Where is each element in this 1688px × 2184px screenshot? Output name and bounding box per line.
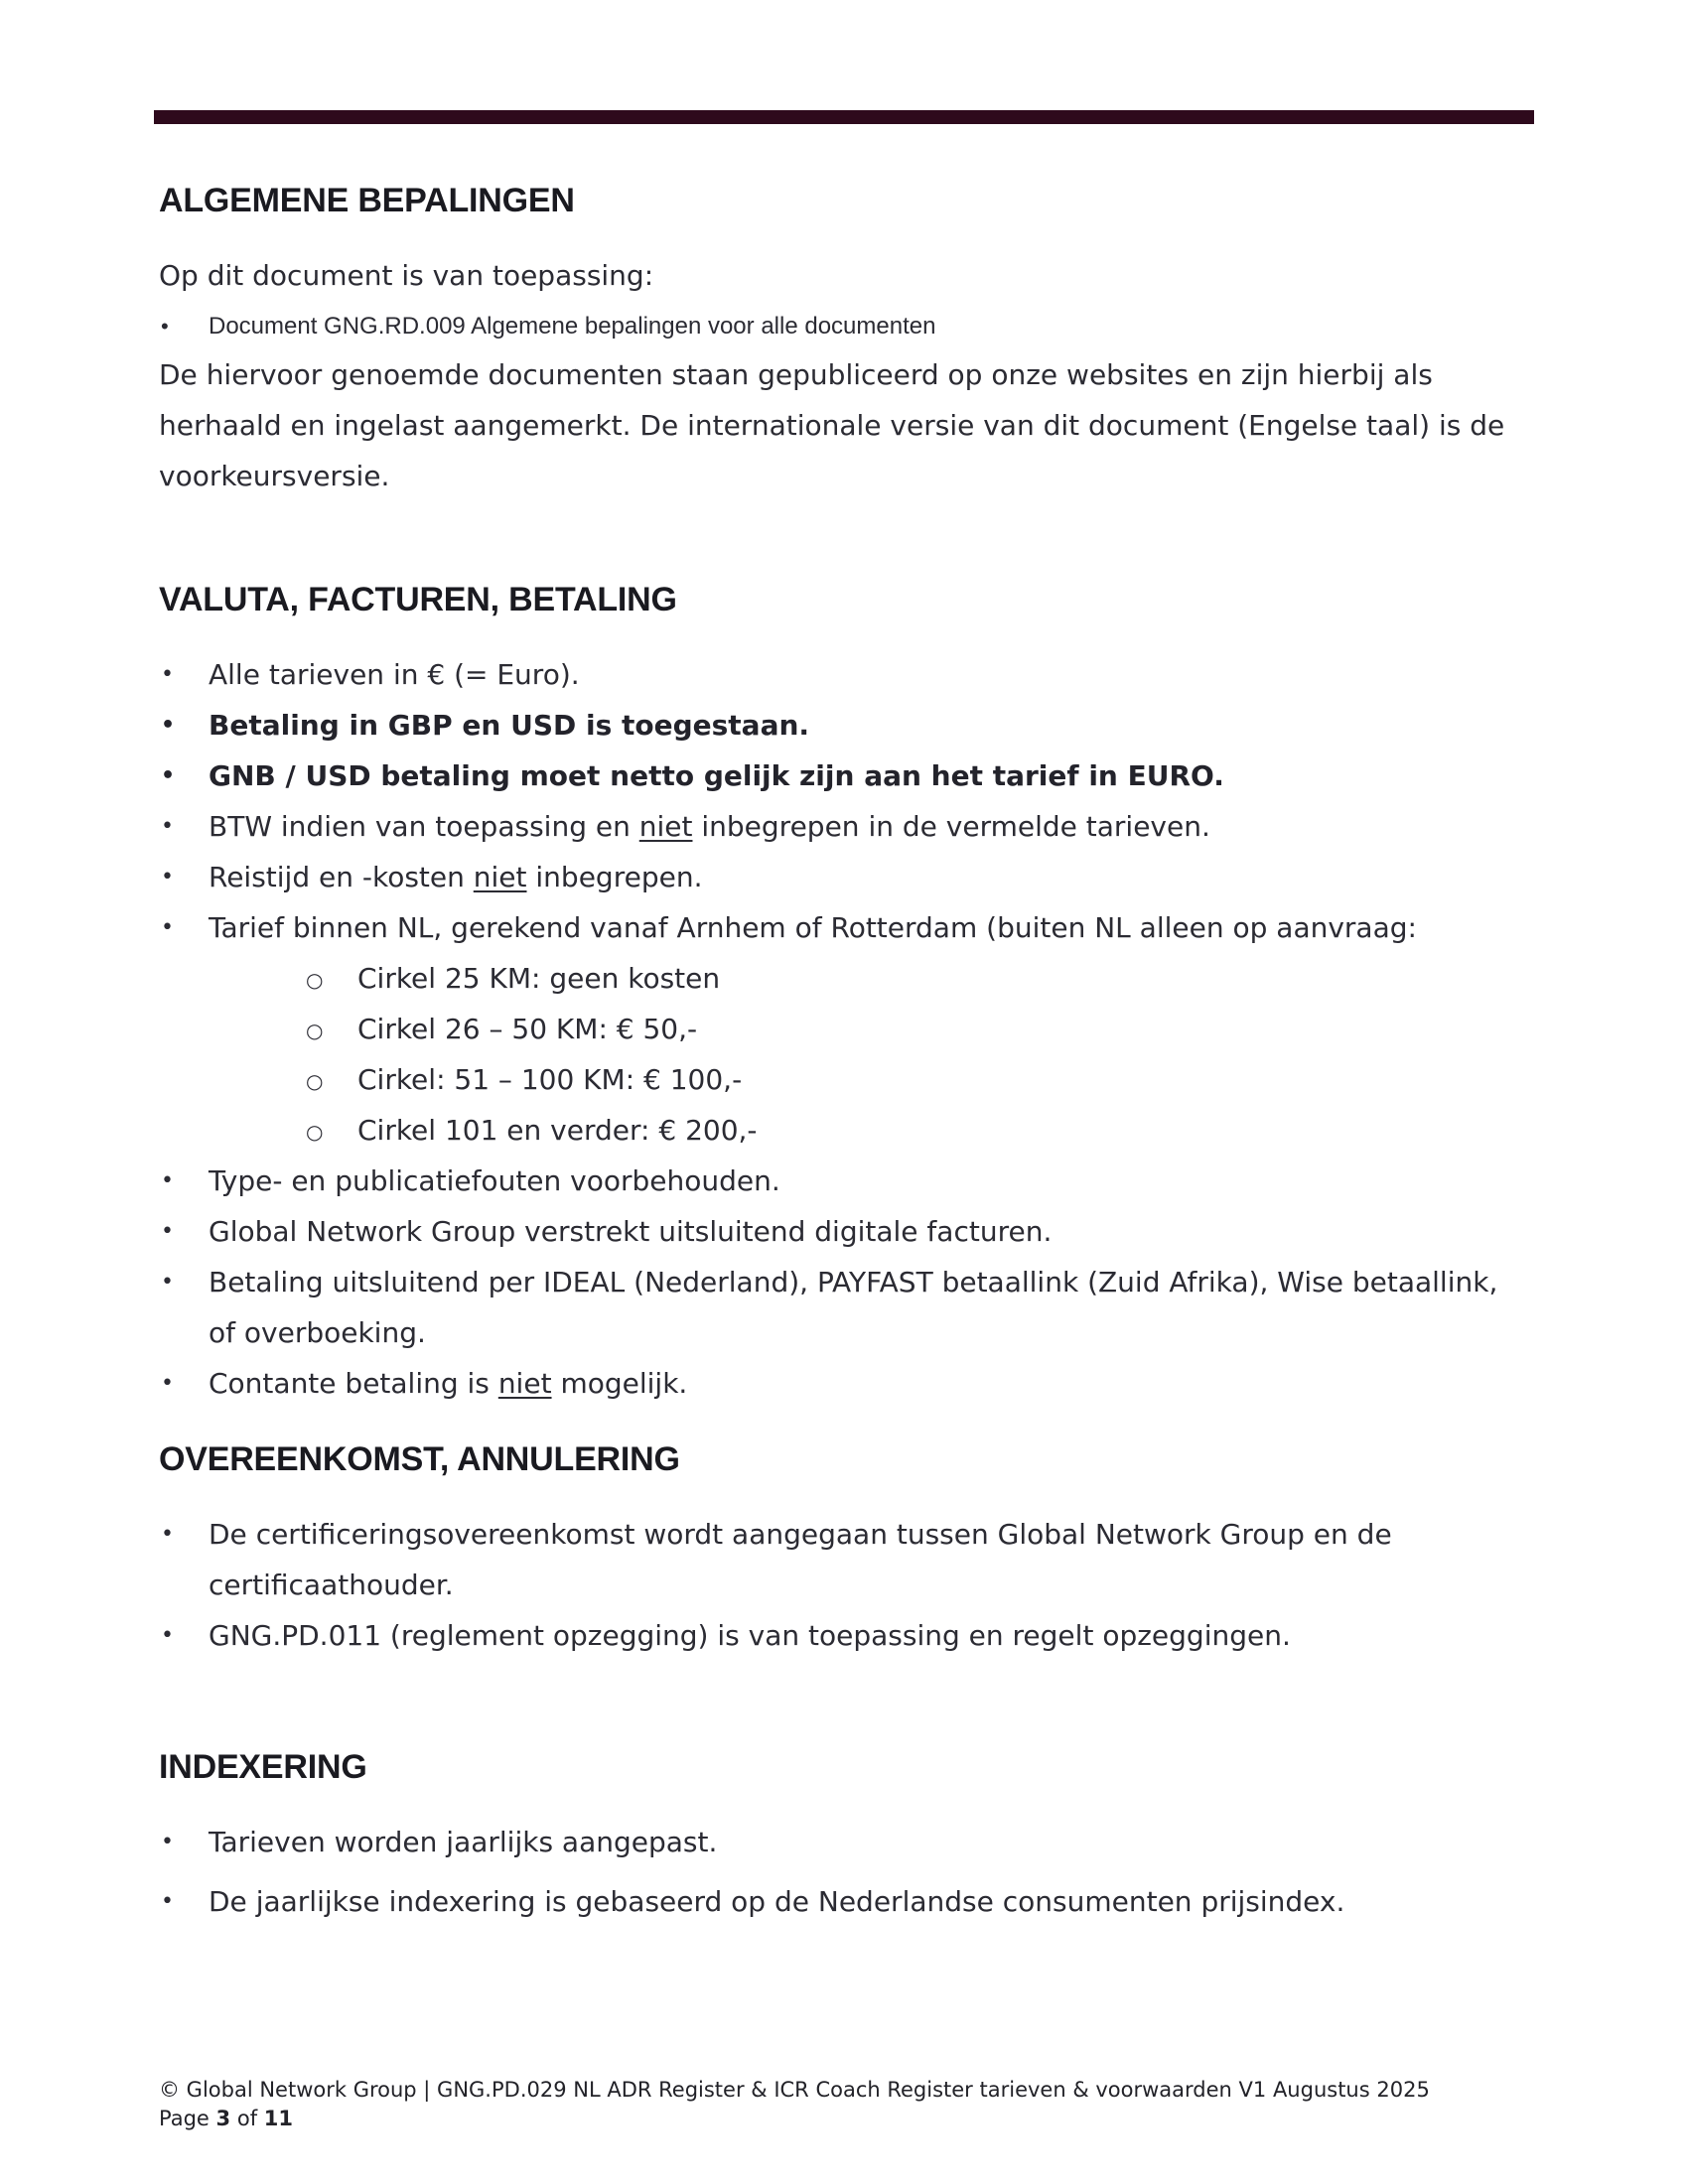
list-item-text: inbegrepen in de vermelde tarieven. [692, 810, 1210, 843]
indexering-list [159, 1817, 1539, 1927]
page-current: 3 [215, 2107, 231, 2130]
bullet-icon: • [161, 763, 176, 788]
list-item-text: Betaling uitsluitend per IDEAL (Nederland), PAYFAST betaallink (Zuid Afrika), Wise betaallink, [209, 1266, 1498, 1298]
list-item [159, 700, 1539, 751]
sub-list-item [159, 1004, 1539, 1054]
circle-bullet-icon: ○ [306, 1019, 324, 1042]
list-item [159, 801, 1539, 852]
sub-list-item-text: Cirkel: 51 – 100 KM: € 100,- [357, 1063, 743, 1096]
bullet-icon: • [161, 1219, 174, 1244]
underlined-text: niet [497, 1367, 552, 1400]
list-item-text: GNB / USD betaling moet netto gelijk zijn aan het tarief in EURO. [209, 759, 1224, 792]
list-item-text: of overboeking. [209, 1316, 426, 1349]
list-item [159, 1817, 1539, 1867]
valuta-list-continued [159, 1156, 1539, 1409]
footer-page-number [159, 2105, 1430, 2133]
list-item [159, 649, 1539, 700]
overeenkomst-list [159, 1509, 1539, 1661]
list-item-text: Type- en publicatiefouten voorbehouden. [209, 1164, 780, 1197]
page-label: Page [159, 2107, 210, 2130]
list-item-text: De jaarlijkse indexering is gebaseerd op de Nederlandse consumenten prijsindex. [209, 1885, 1345, 1918]
bullet-icon: • [161, 1371, 174, 1396]
bullet-icon: • [161, 915, 174, 940]
sub-list-item [159, 953, 1539, 1004]
list-item-text: Betaling in GBP en USD is toegestaan. [209, 709, 810, 742]
list-item-text: Global Network Group verstrekt uitsluitend digitale facturen. [209, 1215, 1053, 1248]
general-intro: Op dit document is van toepassing: [159, 259, 654, 292]
list-item-text: Tarief binnen NL, gerekend vanaf Arnhem of Rotterdam (buiten NL alleen op aanvraag: [209, 911, 1417, 944]
list-item [159, 1206, 1539, 1257]
list-item [159, 852, 1539, 902]
list-item [159, 751, 1539, 801]
sub-list-item [159, 1054, 1539, 1105]
underlined-text: niet [638, 810, 693, 843]
bullet-icon: • [161, 713, 176, 738]
list-item-text: inbegrepen. [526, 861, 703, 893]
list-item-text: Contante betaling is [209, 1367, 498, 1400]
footer-copyright: © Global Network Group | GNG.PD.029 NL ADR Register & ICR Coach Register tarieven & voorwaarden V1 Augustus 2025 [159, 2078, 1430, 2102]
circle-bullet-icon: ○ [306, 1069, 324, 1093]
general-paragraph [159, 349, 1504, 501]
heading-valuta-facturen-betaling: VALUTA, FACTUREN, BETALING [159, 581, 677, 618]
page-footer [159, 2076, 1430, 2133]
list-item-text: BTW indien van toepassing en [209, 810, 639, 843]
list-item-text: Document GNG.RD.009 Algemene bepalingen voor alle documenten [209, 313, 936, 340]
list-item [159, 1358, 1539, 1409]
distance-sublist [159, 953, 1539, 1156]
bullet-icon: • [161, 1270, 174, 1295]
bullet-icon: • [161, 1830, 174, 1854]
list-item [159, 1257, 1539, 1358]
sub-list-item-text: Cirkel 25 KM: geen kosten [357, 962, 721, 995]
valuta-list [159, 649, 1539, 953]
list-item-text: Reistijd en -kosten [209, 861, 474, 893]
bullet-icon: • [161, 865, 174, 889]
heading-algemene-bepalingen: ALGEMENE BEPALINGEN [159, 182, 575, 219]
list-item-text: GNG.PD.011 (reglement opzegging) is van toepassing en regelt opzeggingen. [209, 1619, 1291, 1652]
circle-bullet-icon: ○ [306, 1120, 324, 1144]
list-item-text: mogelijk. [551, 1367, 688, 1400]
heading-indexering: INDEXERING [159, 1748, 367, 1786]
list-item-text: De certificeringsovereenkomst wordt aangegaan tussen Global Network Group en de [209, 1518, 1392, 1551]
bullet-icon: • [161, 1623, 174, 1648]
bullet-icon: • [161, 314, 169, 339]
list-item [159, 1156, 1539, 1206]
paragraph-line: voorkeursversie. [159, 460, 390, 492]
sub-list-item [159, 1105, 1539, 1156]
bullet-icon: • [161, 1889, 174, 1914]
circle-bullet-icon: ○ [306, 968, 324, 992]
sub-list-item-text: Cirkel 101 en verder: € 200,- [357, 1114, 758, 1147]
heading-overeenkomst-annulering: OVEREENKOMST, ANNULERING [159, 1440, 680, 1478]
bullet-icon: • [161, 814, 174, 839]
list-item-text: Tarieven worden jaarlijks aangepast. [209, 1826, 718, 1858]
general-doc-list [159, 309, 1539, 344]
list-item [159, 309, 1539, 344]
underlined-text: niet [473, 861, 527, 893]
list-item-text: Alle tarieven in € (= Euro). [209, 658, 580, 691]
sub-list-item-text: Cirkel 26 – 50 KM: € 50,- [357, 1013, 698, 1045]
paragraph-line: De hiervoor genoemde documenten staan gepubliceerd op onze websites en zijn hierbij als [159, 358, 1433, 391]
top-rule [154, 110, 1534, 124]
bullet-icon: • [161, 662, 174, 687]
list-item [159, 1509, 1539, 1610]
page-of: of [236, 2107, 258, 2130]
list-item [159, 1876, 1539, 1927]
bullet-icon: • [161, 1522, 174, 1547]
paragraph-line: herhaald en ingelast aangemerkt. De internationale versie van dit document (Engelse taal) is de [159, 409, 1505, 442]
list-item [159, 1610, 1539, 1661]
page-total: 11 [263, 2107, 294, 2130]
list-item-text: certificaathouder. [209, 1569, 454, 1601]
bullet-icon: • [161, 1168, 174, 1193]
list-item [159, 902, 1539, 953]
